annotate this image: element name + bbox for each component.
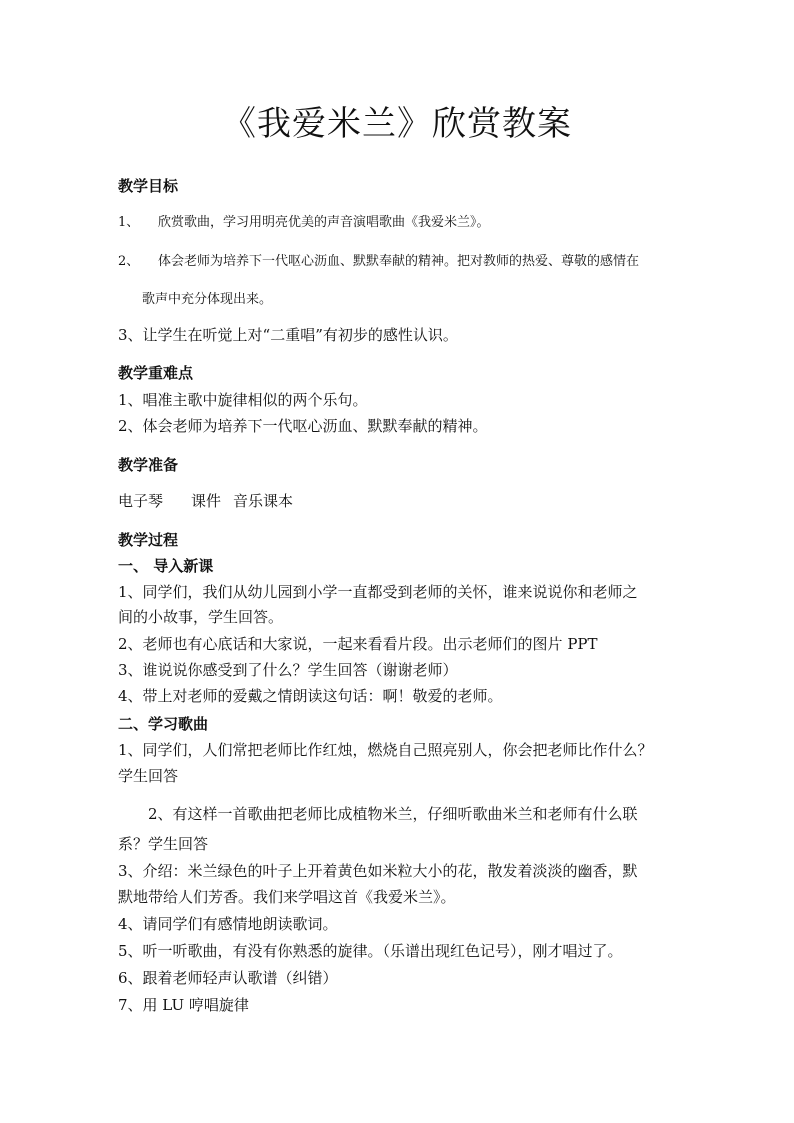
goal-item-3: 3、让学生在听觉上对“二重唱”有初步的感性认识。 [118,326,458,344]
section-heading-process: 教学过程 [118,531,179,549]
prep-item-courseware: 课件 [191,492,222,510]
prep-items [118,490,678,512]
goal-item-2-text: 体会老师为培养下一代呕心沥血、默默奉献的精神。把对教师的热爱、尊敬的感情在 [158,254,640,269]
goal-item-1 [118,212,678,234]
process-part1-line-2: 间的小故事，学生回答。 [118,608,284,626]
section-heading-goals: 教学目标 [118,177,179,195]
process-part2-line-1: 1、同学们，人们常把老师比作红烛，燃烧自己照亮别人，你会把老师比作什么？ [118,741,653,759]
prep-item-textbook: 音乐课本 [233,492,294,510]
goal-item-2-continuation: 歌声中充分体现出来。 [142,292,273,307]
prep-item-keyboard: 电子琴 [118,492,164,510]
goal-item-1-text: 欣赏歌曲，学习用明亮优美的声音演唱歌曲《我爱米兰》。 [158,215,490,230]
section-heading-prep: 教学准备 [118,456,179,474]
process-part1-line-4: 3、谁说说你感受到了什么？学生回答（谢谢老师） [118,661,458,679]
key-point-2: 2、体会老师为培养下一代呕心沥血、默默奉献的精神。 [118,417,488,435]
process-part2-line-5: 3、介绍：米兰绿色的叶子上开着黄色如米粒大小的花，散发着淡淡的幽香，默 [118,862,638,880]
goal-item-2 [118,251,678,273]
section-heading-key-points: 教学重难点 [118,364,194,382]
page-title: 《我爱米兰》欣赏教案 [222,104,572,144]
process-part2-line-4: 系？学生回答 [118,835,209,853]
process-part1-line-3: 2、老师也有心底话和大家说，一起来看看片段。出示老师们的图片 PPT [118,635,598,653]
process-part2-line-8: 5、听一听歌曲，有没有你熟悉的旋律。（乐谱出现红色记号），刚才唱过了。 [118,942,623,960]
process-part2-heading: 二、学习歌曲 [118,715,209,733]
process-part2-line-9: 6、跟着老师轻声认歌谱（纠错） [118,969,338,987]
process-part1-heading: 一、 导入新课 [118,557,214,575]
process-part2-line-6: 默地带给人们芳香。我们来学唱这首《我爱米兰》。 [118,888,456,906]
process-part1-line-1: 1、同学们，我们从幼儿园到小学一直都受到老师的关怀，谁来说说你和老师之 [118,583,638,601]
process-part1-line-5: 4、带上对老师的爱戴之情朗读这句话：啊！敬爱的老师。 [118,687,503,705]
process-part2-line-10: 7、用 LU 哼唱旋律 [118,996,249,1014]
key-point-1: 1、唱准主歌中旋律相似的两个乐句。 [118,391,368,409]
process-part2-line-7: 4、请同学们有感情地朗读歌词。 [118,915,338,933]
goal-item-1-number: 1、 [118,215,140,230]
goal-item-2-number: 2、 [118,254,140,269]
process-part2-line-3: 2、有这样一首歌曲把老师比成植物米兰，仔细听歌曲米兰和老师有什么联 [148,805,638,823]
process-part2-line-2: 学生回答 [118,767,179,785]
